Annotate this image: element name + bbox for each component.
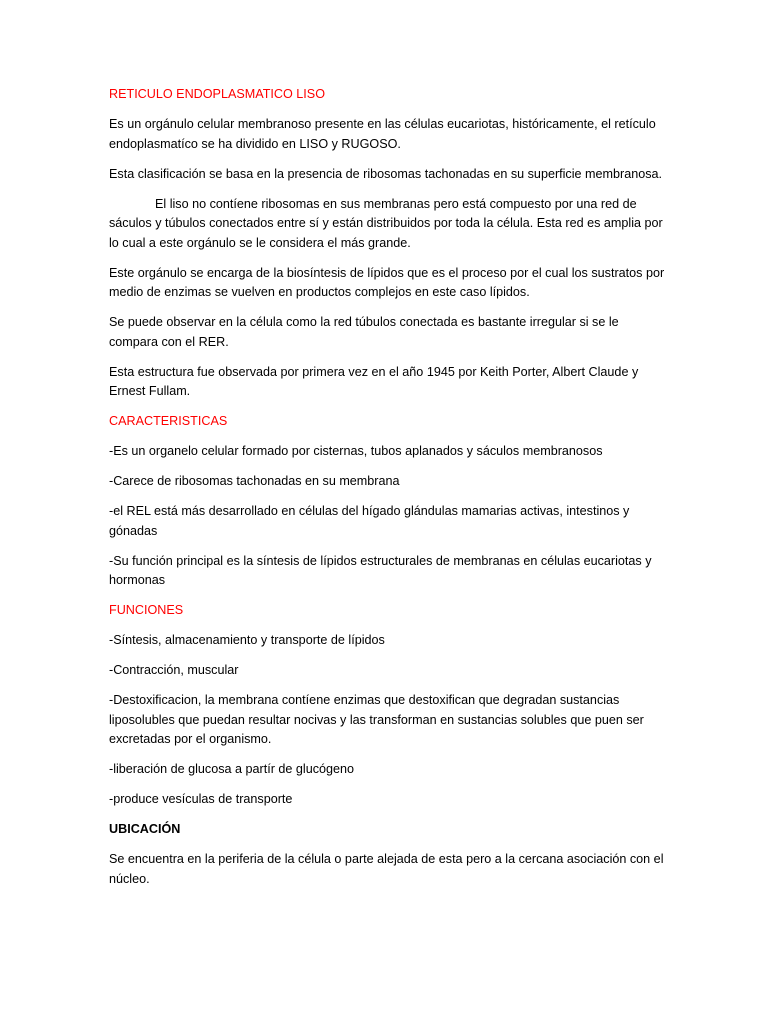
funcion-item-1: -Síntesis, almacenamiento y transporte de lípidos [109,633,385,647]
document-title: RETICULO ENDOPLASMATICO LISO [109,87,325,101]
ubicacion-heading: UBICACIÓN [109,822,181,836]
funcion-item-2: -Contracción, muscular [109,663,239,677]
funcion-item-3: -Destoxificacion, la membrana contíene enzimas que destoxifican que degradan sustancias liposolubles que puedan resultar nocivas y las transforman en sustancias solubles que puen ser excretadas por el organismo. [109,693,644,746]
intro-paragraph-5: Se puede observar en la célula como la red túbulos conectada es bastante irregular si se le compara con el RER. [109,315,619,349]
caracteristica-item-4: -Su función principal es la síntesis de lípidos estructurales de membranas en células eucariotas y hormonas [109,553,652,587]
caracteristica-item-3: -el REL está más desarrollado en células del hígado glándulas mamarias activas, intestinos y gónadas [109,504,630,538]
intro-paragraph-3: El liso no contíene ribosomas en sus membranas pero está compuesto por una red de sáculos y túbulos conectados entre sí y están distribuidos por toda la célula. Esta red es amplia por lo cual a este orgánulo se le considera el más grande. [109,196,663,250]
funciones-heading: FUNCIONES [109,603,184,617]
funcion-item-4: -liberación de glucosa a partír de glucógeno [109,762,355,776]
document-body [109,85,669,900]
caracteristica-item-2: -Carece de ribosomas tachonadas en su membrana [109,474,400,488]
intro-paragraph-4: Este orgánulo se encarga de la biosíntesis de lípidos que es el proceso por el cual los sustratos por medio de enzimas se vuelven en productos complejos en este caso lípidos. [109,265,665,299]
caracteristica-item-1: -Es un organelo celular formado por cisternas, tubos aplanados y sáculos membranosos [109,444,603,458]
caracteristicas-heading: CARACTERISTICAS [109,414,228,428]
ubicacion-paragraph: Se encuentra en la periferia de la célula o parte alejada de esta pero a la cercana asociación con el núcleo. [109,852,664,886]
intro-paragraph-2: Esta clasificación se basa en la presencia de ribosomas tachonadas en su superficie membranosa. [109,166,663,181]
intro-paragraph-6: Esta estructura fue observada por primera vez en el año 1945 por Keith Porter, Albert Claude y Ernest Fullam. [109,364,639,398]
intro-paragraph-1: Es un orgánulo celular membranoso presente en las células eucariotas, históricamente, el retículo endoplasmatíco se ha dividido en LISO y RUGOSO. [109,117,656,151]
funcion-item-5: -produce vesículas de transporte [109,792,293,806]
